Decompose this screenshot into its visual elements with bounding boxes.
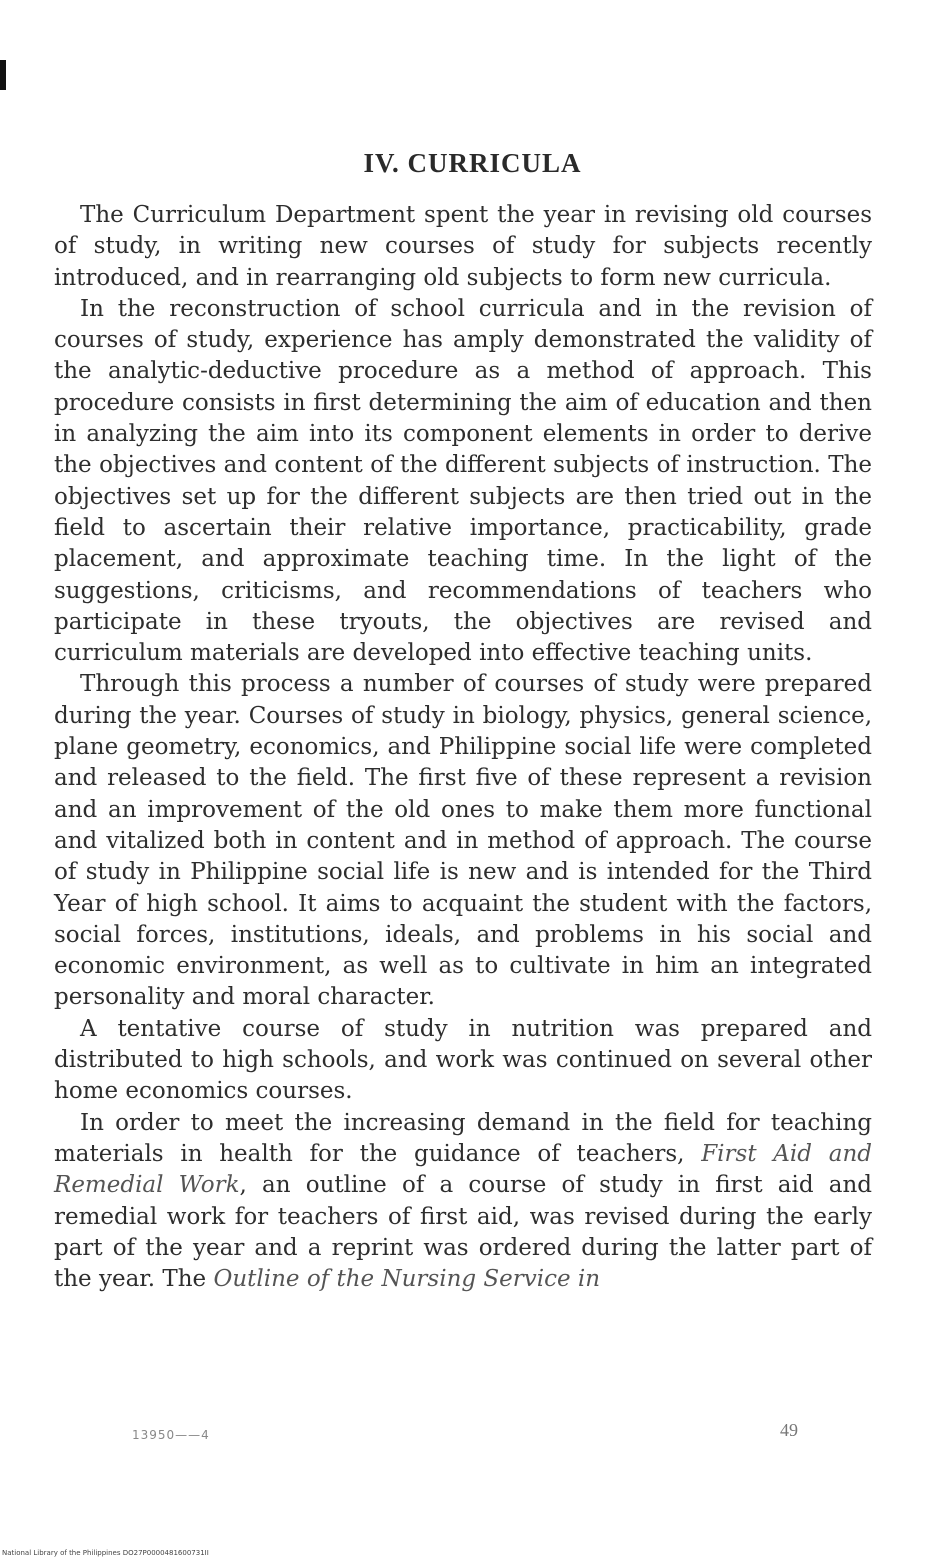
printer-signature: 13950——4 <box>132 1428 210 1442</box>
paragraph-5-part-b: , an outline of a course of study in first aid and remedial work for teachers of first aid, was revised during the early part of the year and a reprint was ordered during the latter part of the year. The <box>54 1172 872 1293</box>
paragraph-1: The Curriculum Department spent the year in revising old courses of study, in writing new courses of study for subjects recently introduced, and in rearranging old subjects to form new curricula. <box>54 202 872 291</box>
page-number: 49 <box>780 1420 798 1440</box>
paragraph-2: In the reconstruction of school curricula and in the revision of courses of study, experience has amply demonstrated the validity of the analytic-deductive procedure as a method of approach. This procedure consists in first determining the aim of education and then in analyzing the aim into its component elements in order to derive the objectives and content of the different subjects of instruction. The objectives set up for the different subjects are then tried out in the field to ascertain their relative importance, practicability, grade placement, and approximate teaching time. In the light of the suggestions, criticisms, and recommendations of teachers who participate in these tryouts, the objectives are revised and curriculum materials are developed into effective teaching units. <box>54 295 872 667</box>
paragraph-3: Through this process a number of courses of study were prepared during the year. Courses of study in biology, physics, general science, plane geometry, economics, and Philippine social life were completed and released to the field. The first five of these represent a revision and an improvement of the old ones to make them more functional and vitalized both in content and in method of approach. The course of study in Philippine social life is new and is intended for the Third Year of high school. It aims to acquaint the student with the factors, social forces, institutions, ideals, and problems in his social and economic environment, as well as to cultivate in him an integrated personality and moral character. <box>54 671 872 1011</box>
title-first-aid: First Aid and Remedial Work <box>54 1140 872 1199</box>
title-nursing-outline: Outline of the Nursing Service in <box>213 1266 601 1293</box>
body-text <box>54 200 872 1295</box>
library-source-line: National Library of the Philippines DO27P0000481600731II <box>2 1549 209 1557</box>
section-heading: IV. CURRICULA <box>363 148 582 178</box>
paragraph-5-part-a: In order to meet the increasing demand in the field for teaching materials in health for the guidance of teachers, <box>54 1109 872 1167</box>
paragraph-5 <box>54 1108 872 1296</box>
paragraph-4: A tentative course of study in nutrition was prepared and distributed to high schools, and work was continued on several other home economics courses. <box>54 1015 872 1105</box>
